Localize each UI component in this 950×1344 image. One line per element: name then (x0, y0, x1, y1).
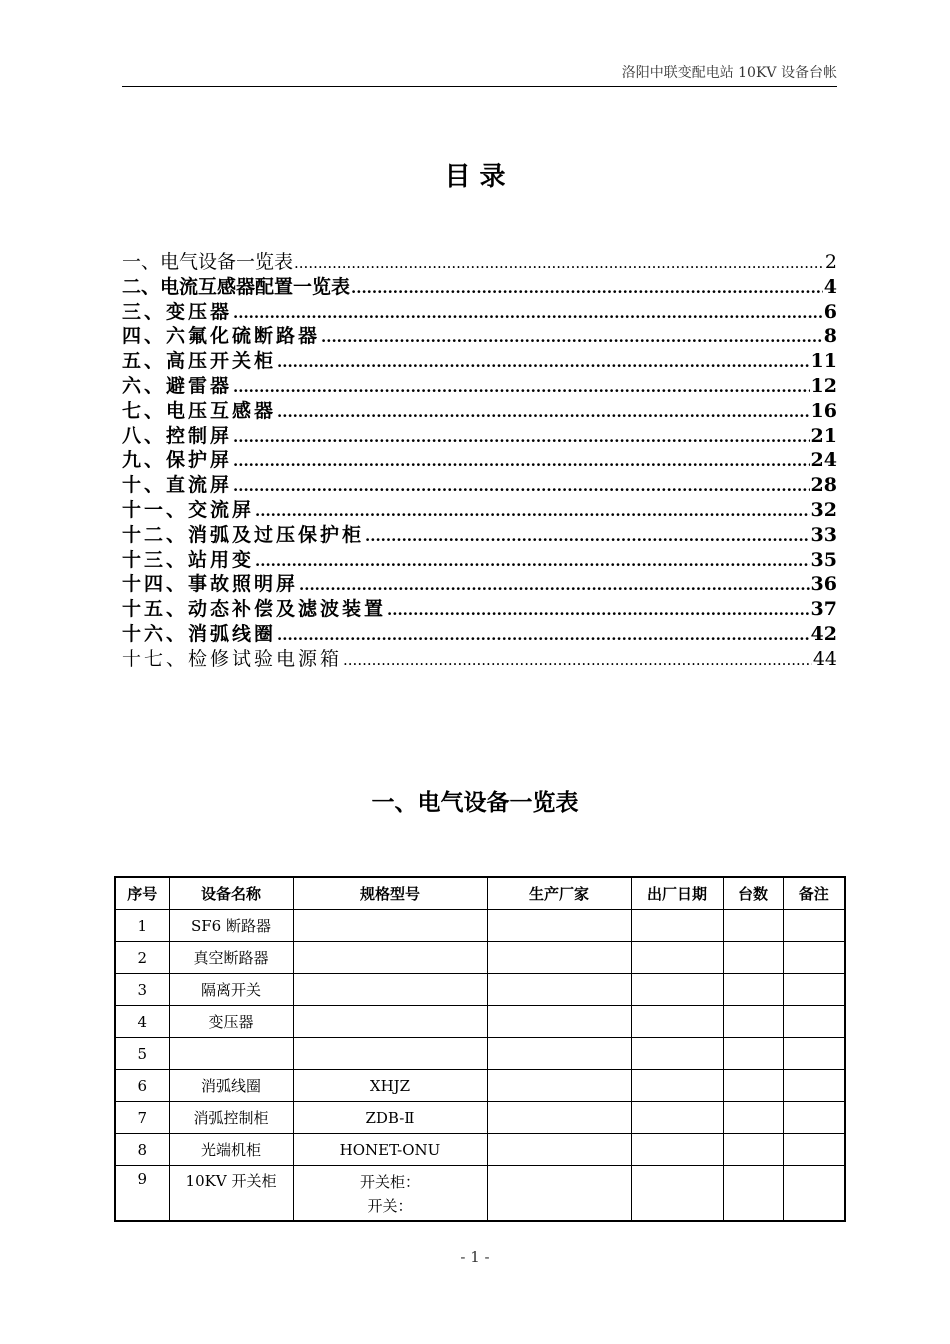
toc-entry-page: 36 (810, 573, 837, 596)
toc-entry-label: 十五、动态补偿及滤波装置 (122, 598, 387, 621)
toc-entry-7[interactable] (122, 399, 837, 424)
cell-date (631, 1038, 723, 1070)
cell-date (631, 910, 723, 942)
col-header-count: 台数 (723, 877, 783, 910)
cell-spec (293, 1166, 487, 1222)
toc-entry-page: 12 (810, 374, 837, 397)
toc-dot-leader (277, 622, 810, 648)
toc-entry-label: 六、避雷器 (122, 374, 233, 397)
table-of-contents (122, 250, 837, 672)
toc-entry-17[interactable] (122, 647, 837, 672)
col-header-note: 备注 (783, 877, 845, 910)
cell-name: 光端机柜 (169, 1134, 293, 1166)
toc-entry-12[interactable] (122, 523, 837, 548)
cell-no: 3 (115, 974, 169, 1006)
cell-date (631, 1070, 723, 1102)
toc-entry-label: 十四、事故照明屏 (122, 573, 299, 596)
toc-entry-label: 九、保护屏 (122, 449, 233, 472)
toc-dot-leader (387, 597, 810, 623)
cell-note (783, 1166, 845, 1222)
cell-maker (487, 1134, 631, 1166)
cell-name: 隔离开关 (169, 974, 293, 1006)
table-row (115, 1166, 845, 1222)
cell-date (631, 974, 723, 1006)
toc-entry-page: 21 (810, 424, 837, 447)
cell-maker (487, 942, 631, 974)
toc-entry-3[interactable] (122, 300, 837, 325)
toc-entry-13[interactable] (122, 548, 837, 573)
toc-entry-10[interactable] (122, 473, 837, 498)
cell-count (723, 1038, 783, 1070)
toc-entry-label: 十三、站用变 (122, 548, 255, 571)
toc-entry-page: 6 (823, 300, 837, 323)
cell-count (723, 1134, 783, 1166)
col-header-no: 序号 (115, 877, 169, 910)
table-row (115, 974, 845, 1006)
toc-dot-leader (351, 275, 823, 301)
cell-spec: XHJZ (293, 1070, 487, 1102)
cell-count (723, 910, 783, 942)
table-row (115, 1102, 845, 1134)
cell-note (783, 910, 845, 942)
cell-no: 6 (115, 1070, 169, 1102)
toc-entry-2[interactable] (122, 275, 837, 300)
cell-no: 1 (115, 910, 169, 942)
toc-entry-page: 11 (810, 350, 837, 373)
cell-note (783, 1038, 845, 1070)
toc-entry-label: 十、直流屏 (122, 474, 233, 497)
toc-entry-label: 十一、交流屏 (122, 498, 255, 521)
cell-count (723, 974, 783, 1006)
cell-maker (487, 1006, 631, 1038)
cell-date (631, 1006, 723, 1038)
cell-maker (487, 1038, 631, 1070)
cell-count (723, 1166, 783, 1222)
toc-entry-page: 4 (823, 275, 837, 298)
toc-entry-page: 37 (810, 598, 837, 621)
col-header-date: 出厂日期 (631, 877, 723, 910)
toc-entry-page: 33 (810, 523, 837, 546)
cell-spec (293, 974, 487, 1006)
toc-entry-page: 8 (823, 325, 837, 348)
cell-note (783, 1006, 845, 1038)
table-row (115, 1038, 845, 1070)
toc-entry-6[interactable] (122, 374, 837, 399)
toc-entry-page: 24 (810, 449, 837, 472)
cell-spec (293, 942, 487, 974)
toc-dot-leader (233, 448, 810, 474)
cell-name: 消弧控制柜 (169, 1102, 293, 1134)
cell-name: 10KV 开关柜 (169, 1166, 293, 1222)
cell-no: 5 (115, 1038, 169, 1070)
toc-dot-leader (321, 324, 823, 350)
cell-maker (487, 1070, 631, 1102)
toc-dot-leader (277, 399, 810, 425)
toc-dot-leader (233, 374, 810, 400)
running-header: 洛阳中联变配电站 10KV 设备台帐 (621, 65, 837, 81)
cell-no: 9 (115, 1166, 169, 1222)
toc-dot-leader (343, 647, 812, 673)
cell-name: 消弧线圈 (169, 1070, 293, 1102)
toc-entry-page: 44 (812, 647, 837, 670)
cell-date (631, 1102, 723, 1134)
page-number: - 1 - (460, 1248, 490, 1266)
cell-name (169, 1038, 293, 1070)
toc-entry-label: 五、高压开关柜 (122, 350, 277, 373)
cell-count (723, 942, 783, 974)
cell-no: 8 (115, 1134, 169, 1166)
cell-spec: ZDB-Ⅱ (293, 1102, 487, 1134)
cell-date (631, 942, 723, 974)
table-row (115, 942, 845, 974)
col-header-name: 设备名称 (169, 877, 293, 910)
cell-spec (293, 1006, 487, 1038)
table-row (115, 910, 845, 942)
toc-entry-label: 一、电气设备一览表 (122, 251, 294, 273)
cell-name: 真空断路器 (169, 942, 293, 974)
cell-no: 2 (115, 942, 169, 974)
toc-entry-5[interactable] (122, 349, 837, 374)
toc-dot-leader (365, 523, 810, 549)
cell-count (723, 1006, 783, 1038)
toc-dot-leader (233, 424, 810, 450)
table-row (115, 1006, 845, 1038)
toc-entry-page: 28 (810, 474, 837, 497)
cell-spec-line: 开关柜： (359, 1173, 420, 1191)
cell-no: 7 (115, 1102, 169, 1134)
cell-date (631, 1166, 723, 1222)
toc-entry-label: 八、控制屏 (122, 424, 233, 447)
cell-note (783, 1134, 845, 1166)
cell-name: SF6 断路器 (169, 910, 293, 942)
toc-entry-label: 十二、消弧及过压保护柜 (122, 523, 365, 546)
header-rule (122, 86, 837, 87)
cell-date (631, 1134, 723, 1166)
toc-entry-page: 2 (824, 251, 837, 273)
toc-dot-leader (299, 572, 810, 598)
toc-dot-leader (233, 300, 823, 326)
toc-entry-label: 七、电压互感器 (122, 399, 277, 422)
toc-entry-page: 42 (810, 622, 837, 645)
toc-entry-15[interactable] (122, 597, 837, 622)
toc-entry-page: 16 (810, 399, 837, 422)
cell-count (723, 1102, 783, 1134)
toc-entry-label: 三、变压器 (122, 300, 233, 323)
cell-maker (487, 974, 631, 1006)
toc-dot-leader (255, 548, 810, 574)
section-title: 一、电气设备一览表 (371, 790, 579, 816)
toc-title: 目 录 (444, 162, 506, 192)
cell-no: 4 (115, 1006, 169, 1038)
toc-dot-leader (233, 473, 810, 499)
toc-entry-label: 二、电流互感器配置一览表 (122, 275, 351, 298)
toc-entry-page: 32 (810, 498, 837, 521)
cell-maker (487, 1102, 631, 1134)
cell-count (723, 1070, 783, 1102)
cell-maker (487, 910, 631, 942)
cell-spec (293, 1038, 487, 1070)
toc-entry-14[interactable] (122, 572, 837, 597)
toc-entry-page: 35 (810, 548, 837, 571)
cell-maker (487, 1166, 631, 1222)
cell-name: 变压器 (169, 1006, 293, 1038)
col-header-maker: 生产厂家 (487, 877, 631, 910)
col-header-spec: 规格型号 (293, 877, 487, 910)
toc-dot-leader (255, 498, 810, 524)
toc-entry-8[interactable] (122, 424, 837, 449)
toc-entry-11[interactable] (122, 498, 837, 523)
equipment-table (114, 876, 846, 1222)
cell-note (783, 1070, 845, 1102)
toc-entry-9[interactable] (122, 448, 837, 473)
toc-dot-leader (277, 349, 810, 375)
toc-entry-label: 十七、检修试验电源箱 (122, 647, 343, 670)
cell-note (783, 942, 845, 974)
toc-entry-16[interactable] (122, 622, 837, 647)
cell-note (783, 974, 845, 1006)
cell-spec-line: 开关： (367, 1197, 413, 1215)
table-row (115, 1134, 845, 1166)
toc-entry-label: 十六、消弧线圈 (122, 622, 277, 645)
cell-spec (293, 910, 487, 942)
cell-note (783, 1102, 845, 1134)
table-row (115, 1070, 845, 1102)
table-header-row (115, 877, 845, 910)
toc-dot-leader (294, 250, 824, 276)
toc-entry-4[interactable] (122, 324, 837, 349)
toc-entry-label: 四、六氟化硫断路器 (122, 325, 321, 348)
toc-entry-1[interactable] (122, 250, 837, 275)
cell-spec: HONET-ONU (293, 1134, 487, 1166)
